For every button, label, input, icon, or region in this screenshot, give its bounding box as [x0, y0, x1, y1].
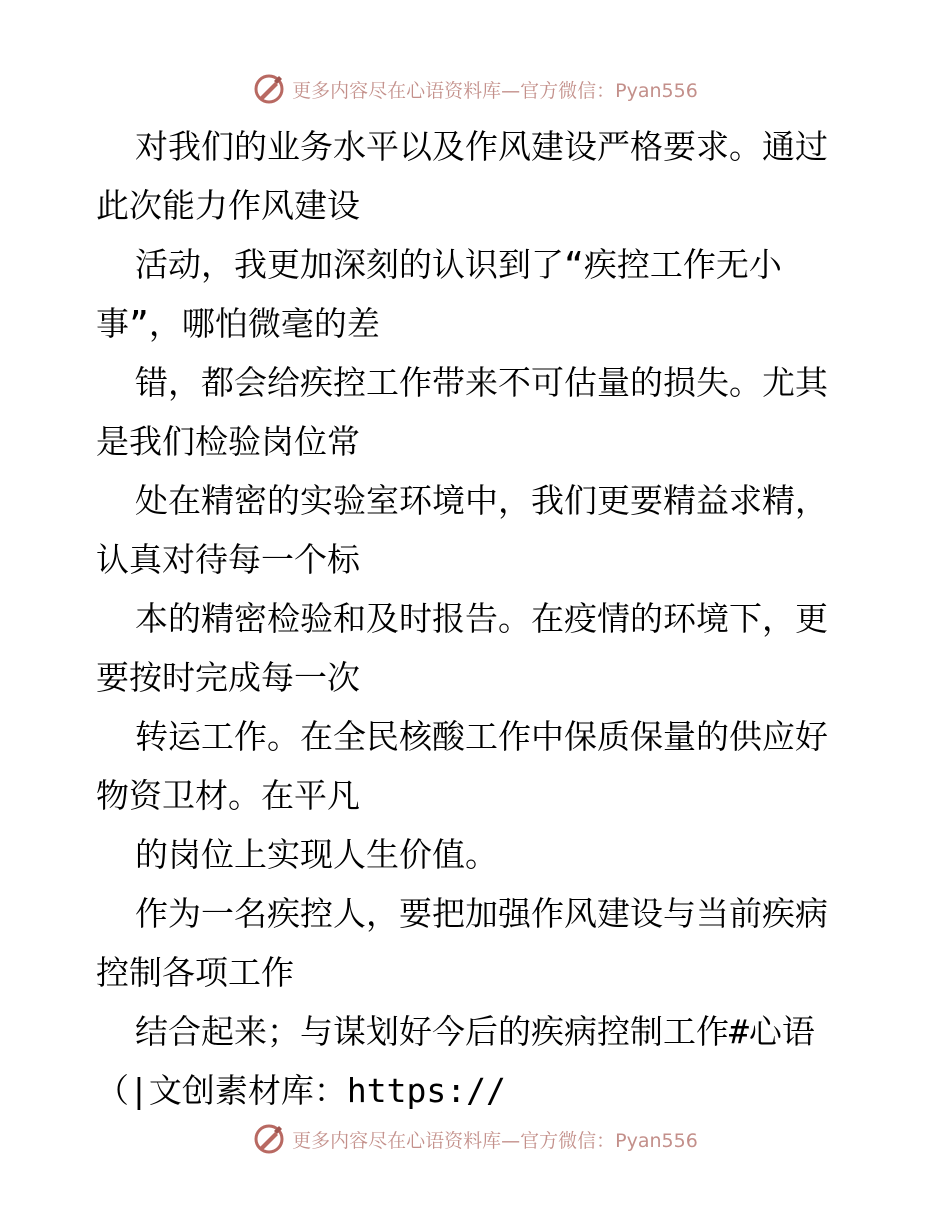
- watermark-text: 更多内容尽在心语资料库—官方微信：Pyan556: [292, 1129, 698, 1152]
- header-watermark: [0, 72, 950, 106]
- footer-watermark: [0, 1122, 950, 1156]
- brush-circle-logo-icon: [252, 1122, 286, 1156]
- paragraph-line: 错，都会给疾控工作带来不可估量的损失。尤其: [135, 363, 828, 402]
- paragraph-line: 事”，哪怕微毫的差: [96, 304, 380, 343]
- paragraph-line: 认真对待每一个标: [96, 540, 360, 579]
- watermark-text: 更多内容尽在心语资料库—官方微信：Pyan556: [292, 79, 698, 102]
- brush-circle-logo-icon: [252, 72, 286, 106]
- paragraph-line: 处在精密的实验室环境中，我们更要精益求精，: [135, 481, 828, 520]
- paragraph-line: 是我们检验岗位常: [96, 422, 360, 461]
- paragraph-line: 物资卫材。在平凡: [96, 776, 360, 815]
- paragraph-line: 要按时完成每一次: [96, 658, 360, 697]
- paragraph-line: 对我们的业务水平以及作风建设严格要求。通过: [135, 127, 828, 166]
- paragraph-line: 本的精密检验和及时报告。在疫情的环境下，更: [135, 599, 828, 638]
- paragraph-line: 作为一名疾控人，要把加强作风建设与当前疾病: [135, 894, 828, 933]
- paragraph-line: 转运工作。在全民核酸工作中保质保量的供应好: [135, 717, 828, 756]
- paragraph-line: 此次能力作风建设: [96, 186, 360, 225]
- paragraph-line: 活动，我更加深刻的认识到了“疾控工作无小: [135, 245, 782, 284]
- paragraph-line: （|文创素材库：https://: [96, 1071, 506, 1110]
- paragraph-line: 控制各项工作: [96, 953, 294, 992]
- paragraph-line: 结合起来；与谋划好今后的疾病控制工作#心语: [135, 1012, 815, 1051]
- paragraph-line: 的岗位上实现人生价值。: [135, 835, 498, 874]
- document-body: [96, 117, 856, 1120]
